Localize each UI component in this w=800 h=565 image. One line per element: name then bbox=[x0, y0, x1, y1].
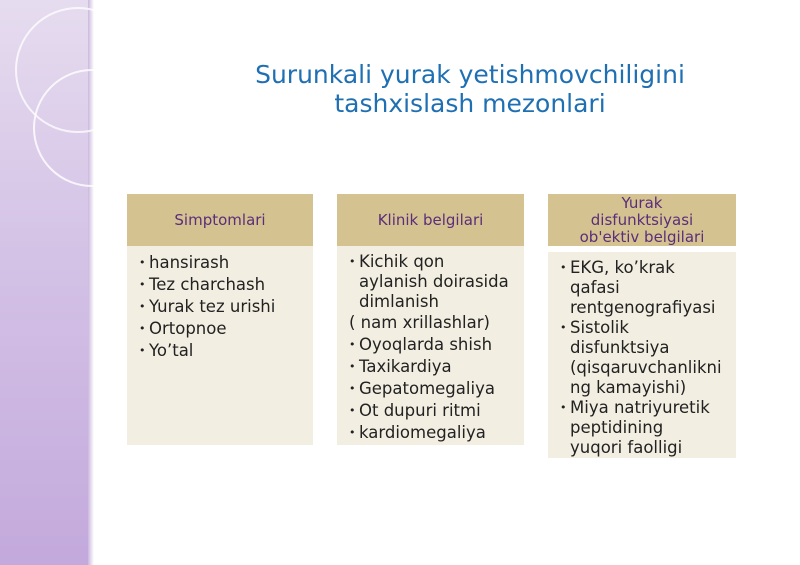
objective-signs-column bbox=[548, 194, 736, 458]
list-item: • Ot dupuri ritmi bbox=[349, 400, 516, 422]
clinical-signs-column bbox=[337, 194, 524, 445]
clinical-signs-header: Klinik belgilari bbox=[337, 194, 524, 246]
symptoms-list-box bbox=[127, 246, 313, 445]
clinical-signs-list-box bbox=[337, 246, 524, 445]
objective-signs-list-box bbox=[548, 252, 736, 458]
title-line-2: tashxislash mezonlari bbox=[334, 89, 606, 118]
list-item: • Gepatomegaliya bbox=[349, 378, 516, 400]
list-item: • Yo’tal bbox=[139, 340, 305, 362]
list-item: • EKG, ko’krak qafasi rentgenografiyasi bbox=[560, 258, 728, 318]
list-item: • Ortopnoe bbox=[139, 318, 305, 340]
list-item: • hansirash bbox=[139, 252, 305, 274]
objective-signs-list bbox=[560, 258, 728, 458]
list-item: • Taxikardiya bbox=[349, 356, 516, 378]
title-line-1: Surunkali yurak yetishmovchiligini bbox=[255, 60, 685, 89]
symptoms-column bbox=[127, 194, 313, 445]
list-item: • kardiomegaliya bbox=[349, 422, 516, 444]
symptoms-header: Simptomlari bbox=[127, 194, 313, 246]
clinical-signs-list bbox=[349, 252, 516, 444]
list-item: • Oyoqlarda shish bbox=[349, 334, 516, 356]
list-item: • Kichik qon aylanish doirasida dimlanish bbox=[349, 252, 516, 312]
list-item: • Tez charchash bbox=[139, 274, 305, 296]
decorative-arcs bbox=[0, 0, 130, 200]
list-item-continuation: ( nam xrillashlar) bbox=[349, 313, 490, 332]
objective-signs-header: Yurak disfunktsiyasi ob'ektiv belgilari bbox=[548, 194, 736, 246]
slide-title bbox=[200, 60, 740, 118]
list-item: • Yurak tez urishi bbox=[139, 296, 305, 318]
list-item: • Sistolik disfunktsiya (qisqaruvchanlikni ng kamayishi) bbox=[560, 318, 728, 398]
symptoms-list bbox=[139, 252, 305, 362]
list-item: • Miya natriyuretik peptidining yuqori faolligi bbox=[560, 398, 728, 458]
